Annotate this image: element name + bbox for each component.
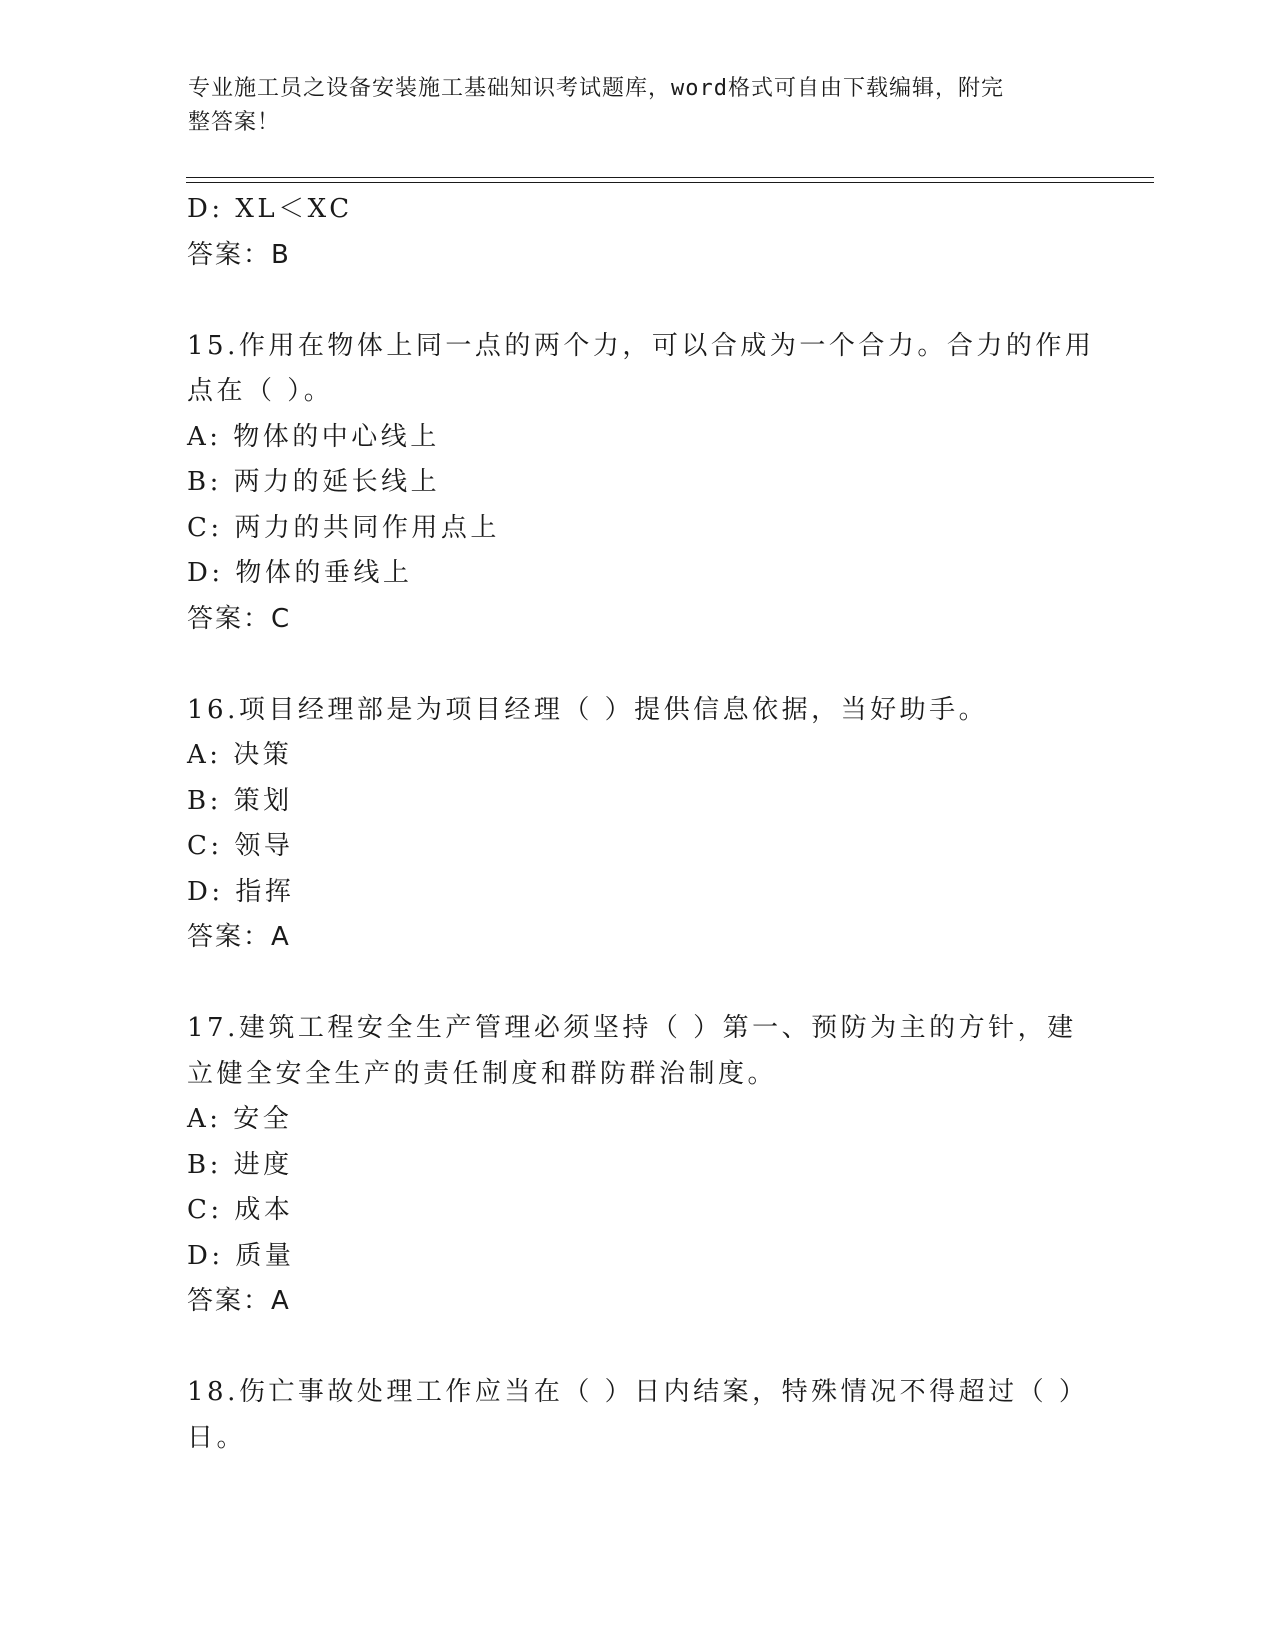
question-16-answer: 答案：A — [187, 922, 291, 952]
question-15-line-2: 点在（ ）。 — [187, 376, 334, 406]
spacer — [187, 1325, 1087, 1371]
question-17-option-b: B: 进度 — [187, 1149, 293, 1180]
question-16-option-d: D: 指挥 — [187, 876, 295, 907]
question-17-line-2: 立健全安全生产的责任制度和群防群治制度。 — [187, 1058, 778, 1089]
question-17-answer: 答案：A — [187, 1286, 291, 1316]
question-17-option-a: A: 安全 — [187, 1104, 293, 1134]
question-15-option-c: C: 两力的共同作用点上 — [187, 512, 500, 543]
question-15-option-b: B: 两力的延长线上 — [187, 467, 441, 497]
question-content — [187, 187, 1095, 1461]
prev-answer: 答案：B — [187, 239, 291, 270]
question-16-line-1: 16.项目经理部是为项目经理（ ）提供信息依据，当好助手。 — [187, 694, 989, 725]
spacer — [187, 642, 1087, 688]
spacer — [187, 961, 1087, 1007]
question-15-option-d: D: 物体的垂线上 — [187, 558, 413, 588]
question-16-option-c: C: 领导 — [187, 831, 294, 861]
spacer — [187, 278, 1087, 324]
question-16-option-a: A: 决策 — [187, 740, 293, 770]
question-17-option-c: C: 成本 — [187, 1195, 294, 1225]
document-header — [188, 72, 1068, 140]
question-18-line-1: 18.伤亡事故处理工作应当在（ ）日内结案，特殊情况不得超过（ ） — [187, 1377, 1089, 1407]
header-title-line-2: 整答案！ — [188, 110, 281, 135]
header-rule-top — [186, 177, 1154, 178]
header-title-line-1: 专业施工员之设备安装施工基础知识考试题库，word格式可自由下载编辑，附完 — [188, 76, 1004, 101]
question-15-answer: 答案：C — [187, 603, 292, 634]
question-18-line-2: 日。 — [187, 1422, 247, 1453]
question-15-option-a: A: 物体的中心线上 — [187, 421, 440, 452]
question-17-line-1: 17.建筑工程安全生产管理必须坚持（ ）第一、预防为主的方针，建 — [187, 1013, 1077, 1043]
header-rule-bottom — [186, 182, 1154, 183]
question-15-line-1: 15.作用在物体上同一点的两个力，可以合成为一个合力。合力的作用 — [187, 330, 1095, 361]
prev-option-d: D: XL＜XC — [187, 194, 353, 224]
question-17-option-d: D: 质量 — [187, 1240, 295, 1271]
question-16-option-b: B: 策划 — [187, 785, 293, 816]
